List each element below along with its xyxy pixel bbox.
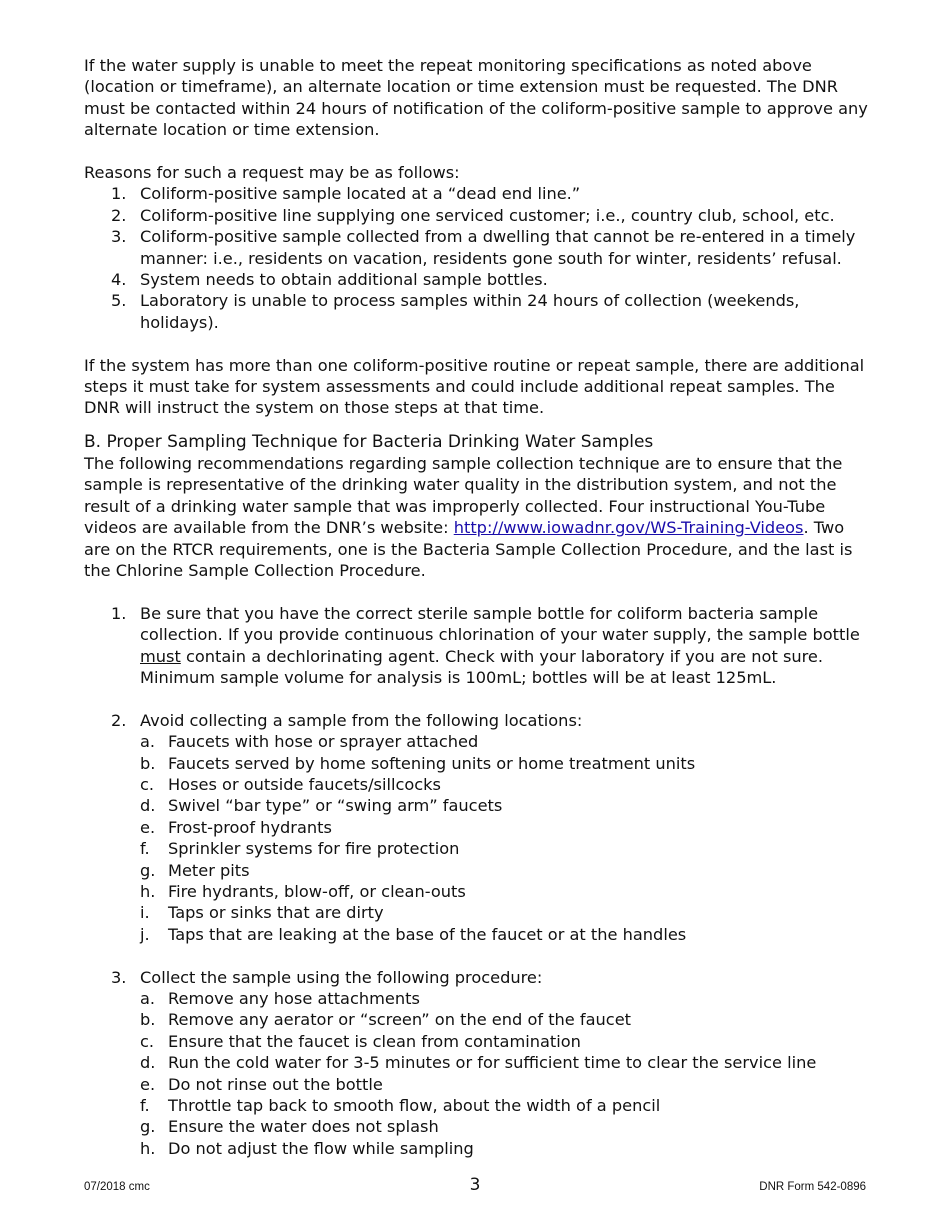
steps-list [84, 603, 874, 1160]
list-item-letter: e. [140, 817, 156, 837]
list-item-text: Frost-proof hydrants [168, 817, 332, 837]
step-lead: Avoid collecting a sample from the following locations: [140, 710, 583, 730]
list-item-letter: b. [140, 1010, 156, 1030]
list-item [140, 1009, 874, 1030]
step-text: contain a dechlorinating agent. Check with your laboratory if you are not sure. Minimum sample volume for analysis is 100mL; bottles will be at least 125mL. [140, 646, 824, 687]
list-item [140, 838, 874, 859]
list-item-text: Laboratory is unable to process samples within 24 hours of collection (weekends, holidays). [140, 291, 800, 332]
list-item-letter: c. [140, 1031, 155, 1051]
page-footer [84, 1175, 866, 1199]
list-item [84, 269, 874, 290]
list-item [140, 774, 874, 795]
list-item-text: Fire hydrants, blow-off, or clean-outs [168, 881, 466, 901]
list-item-number: 2. [111, 205, 127, 225]
list-item-number: 1. [111, 184, 127, 204]
list-item-text: Ensure the water does not splash [168, 1117, 439, 1137]
list-item-text: Hoses or outside faucets/sillcocks [168, 774, 441, 794]
step-item [84, 710, 874, 945]
list-item-text: Remove any hose attachments [168, 988, 420, 1008]
list-item-text: Coliform-positive sample collected from a dwelling that cannot be re-entered in a timely manner: i.e., residents on vacation, residents gone south for winter, residents’ refusal. [140, 227, 856, 268]
page-number: 3 [469, 1175, 481, 1195]
section-b-text-part2: . Two are on the RTCR requirements, one is the Bacteria Sample Collection Procedure, and the last is the Chlorine Sample Collection Procedure. [84, 518, 853, 580]
list-item-text: Remove any aerator or “screen” on the end of the faucet [168, 1010, 631, 1030]
list-item-letter: e. [140, 1074, 156, 1094]
multiple-positive-paragraph: If the system has more than one coliform-positive routine or repeat sample, there are additional steps it must take for system assessments and could include additional repeat samples. The DNR will instruct the system on those steps at that time. [84, 355, 865, 418]
list-item [140, 902, 874, 923]
list-item [140, 753, 874, 774]
list-item [140, 860, 874, 881]
list-item-text: Coliform-positive line supplying one serviced customer; i.e., country club, school, etc. [140, 205, 835, 225]
list-item-letter: a. [140, 732, 156, 752]
list-item-letter: g. [140, 860, 156, 880]
list-item-text: Faucets served by home softening units or home treatment units [168, 753, 696, 773]
list-item-text: Throttle tap back to smooth flow, about the width of a pencil [168, 1096, 661, 1116]
list-item-letter: c. [140, 774, 155, 794]
list-item [140, 795, 874, 816]
list-item-text: Do not rinse out the bottle [168, 1074, 383, 1094]
step-number: 3. [111, 967, 127, 987]
list-item [84, 290, 874, 333]
list-item-letter: f. [140, 1096, 150, 1116]
list-item-text: Swivel “bar type” or “swing arm” faucets [168, 796, 503, 816]
footer-revision: 07/2018 cmc [84, 1181, 150, 1193]
list-item [84, 226, 874, 269]
list-item-text: Faucets with hose or sprayer attached [168, 732, 479, 752]
list-item [140, 731, 874, 752]
step-lead: Collect the sample using the following procedure: [140, 967, 543, 987]
step-item [84, 603, 874, 689]
list-item [140, 1031, 874, 1052]
reasons-lead: Reasons for such a request may be as follows: [84, 163, 460, 183]
list-item [140, 1116, 874, 1137]
list-item-text: Taps or sinks that are dirty [168, 903, 384, 923]
list-item-letter: d. [140, 1053, 156, 1073]
list-item-letter: j. [140, 924, 150, 944]
avoid-locations-list [140, 731, 874, 945]
document-page [84, 55, 874, 1159]
list-item-letter: h. [140, 881, 156, 901]
list-item [140, 1138, 874, 1159]
list-item-letter: a. [140, 988, 156, 1008]
step-text: Be sure that you have the correct sterile sample bottle for coliform bacteria sample collection. If you provide continuous chlorination of your water supply, the sample bottle [140, 603, 860, 645]
list-item-letter: d. [140, 796, 156, 816]
section-b-paragraph [84, 453, 874, 581]
reasons-list [84, 183, 874, 333]
section-b-text-part1: The following recommendations regarding sample collection technique are to ensure that the sample is representative of the drinking water quality in the distribution system, and not the result of a drinking water sample that was improperly collected. Four instructional You-Tube videos are available from the DNR’s website: [84, 453, 843, 538]
list-item-text: Do not adjust the flow while sampling [168, 1138, 474, 1158]
intro-paragraph: If the water supply is unable to meet the repeat monitoring specifications as noted above (location or timeframe), an alternate location or time extension must be requested. The DNR must be contacted within 24 hours of notification of the coliform-positive sample to approve any alternate location or time extension. [84, 56, 868, 140]
list-item [140, 924, 874, 945]
list-item [140, 1074, 874, 1095]
list-item [140, 1052, 874, 1073]
list-item-number: 5. [111, 291, 127, 311]
list-item [84, 205, 874, 226]
list-item [140, 817, 874, 838]
list-item-text: Sprinkler systems for fire protection [168, 839, 460, 859]
list-item-text: Coliform-positive sample located at a “dead end line.” [140, 184, 581, 204]
list-item-number: 3. [111, 227, 127, 247]
list-item-letter: f. [140, 839, 150, 859]
list-item-letter: b. [140, 753, 156, 773]
list-item-text: Meter pits [168, 860, 250, 880]
list-item-letter: g. [140, 1117, 156, 1137]
list-item-letter: i. [140, 903, 150, 923]
list-item [140, 1095, 874, 1116]
training-videos-link[interactable]: http://www.iowadnr.gov/WS-Training-Videos [453, 518, 804, 538]
list-item-text: Run the cold water for 3-5 minutes or for sufficient time to clear the service line [168, 1053, 817, 1073]
list-item-text: Taps that are leaking at the base of the faucet or at the handles [168, 924, 687, 944]
section-b-heading: B. Proper Sampling Technique for Bacteria Drinking Water Samples [84, 431, 654, 452]
list-item-text: Ensure that the faucet is clean from contamination [168, 1031, 581, 1051]
step-number: 2. [111, 710, 127, 730]
step-item [84, 967, 874, 1160]
list-item [140, 881, 874, 902]
step-number: 1. [111, 603, 127, 623]
list-item-text: System needs to obtain additional sample bottles. [140, 270, 548, 290]
step-text-emphasis: must [140, 646, 181, 666]
list-item-number: 4. [111, 270, 127, 290]
footer-form-number: DNR Form 542-0896 [759, 1181, 866, 1193]
list-item [84, 183, 874, 204]
list-item-letter: h. [140, 1138, 156, 1158]
procedure-list [140, 988, 874, 1159]
list-item [140, 988, 874, 1009]
